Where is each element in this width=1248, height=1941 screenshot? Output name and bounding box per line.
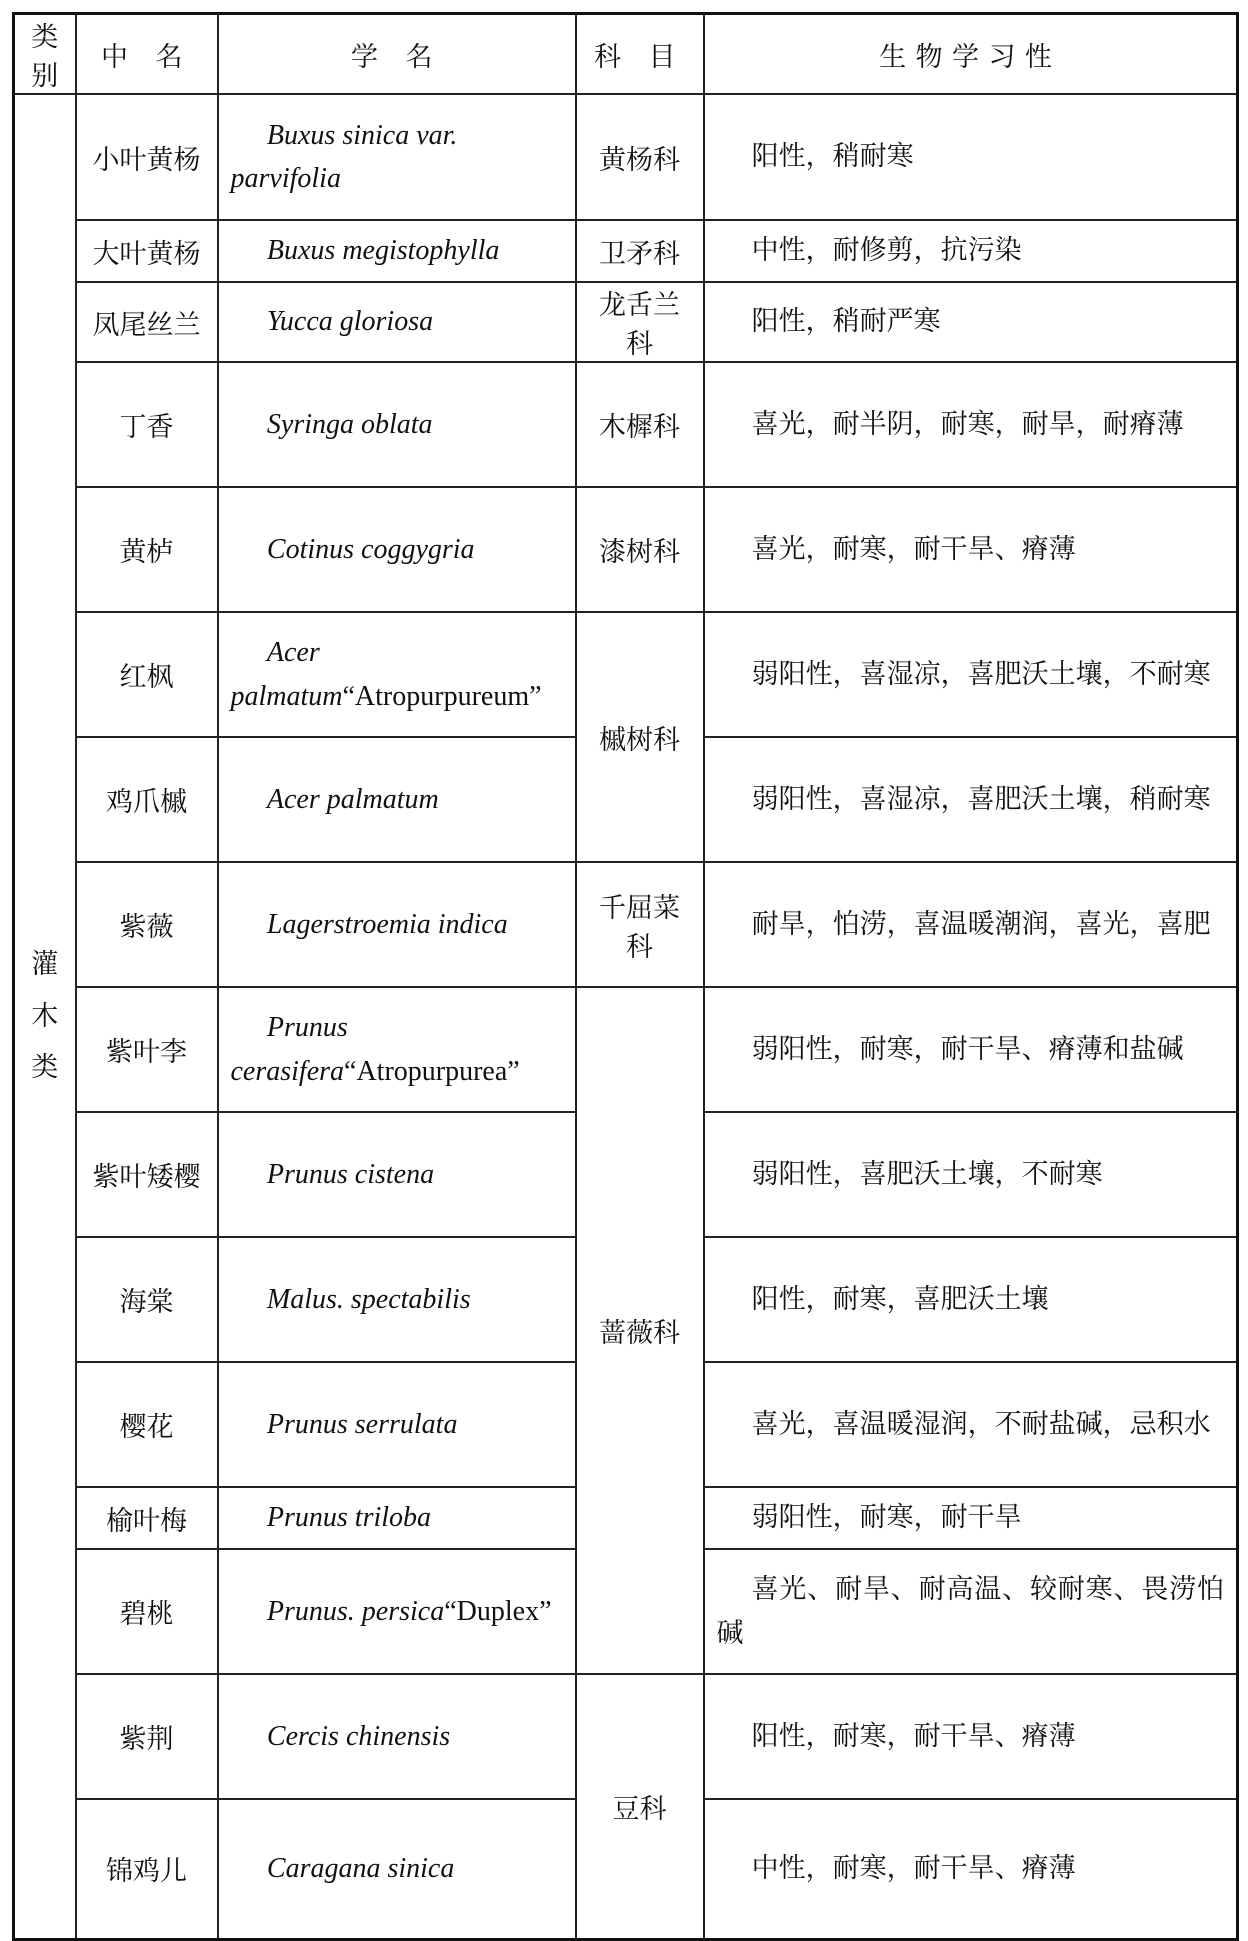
common-name-cell: 紫叶矮樱 [76,1112,218,1237]
scientific-name: Syringa oblata [266,408,433,440]
category-label: 灌木类 [31,949,59,1083]
scientific-name: Acer palmatum [230,637,343,712]
scientific-name-cell [218,220,576,282]
common-name-cell: 丁香 [76,362,218,487]
scientific-name-cell [218,612,576,737]
scientific-name: Prunus serrulata [266,1408,458,1440]
cultivar-name: “Atropurpureum” [342,680,542,712]
scientific-name-cell [218,987,576,1112]
scientific-name-cell [218,737,576,862]
habit-cell: 弱阳性，喜肥沃土壤，不耐寒 [704,1112,1238,1237]
habit-cell: 中性，耐寒，耐干旱、瘠薄 [704,1799,1238,1939]
table-row [14,987,1238,1112]
scientific-name-cell [218,1362,576,1487]
header-category: 类别 [14,14,76,95]
habit-cell: 喜光，喜温暖湿润，不耐盐碱，忌积水 [704,1362,1238,1487]
table-row [14,1674,1238,1799]
scientific-name: Caragana sinica [266,1853,455,1885]
table-row [14,282,1238,362]
habit-cell: 弱阳性，耐寒，耐干旱、瘠薄和盐碱 [704,987,1238,1112]
family-cell: 卫矛科 [576,220,704,282]
scientific-name: Lagerstroemia indica [266,908,508,940]
family-cell: 豆科 [576,1674,704,1939]
habit-cell: 阳性，耐寒，喜肥沃土壤 [704,1237,1238,1362]
common-name-cell: 碧桃 [76,1549,218,1674]
habit-cell: 弱阳性，喜湿凉，喜肥沃土壤，稍耐寒 [704,737,1238,862]
scientific-name: Prunus. persica [266,1595,445,1627]
shrub-species-table [12,12,1239,1941]
family-cell: 木樨科 [576,362,704,487]
common-name-cell: 锦鸡儿 [76,1799,218,1939]
scientific-name-cell [218,1799,576,1939]
scientific-name: Malus. spectabilis [266,1283,471,1315]
family-cell: 蔷薇科 [576,987,704,1674]
habit-cell: 阳性，稍耐严寒 [704,282,1238,362]
scientific-name-cell [218,1674,576,1799]
common-name-cell: 红枫 [76,612,218,737]
scientific-name: Acer palmatum [266,783,439,815]
category-cell [14,94,76,1939]
common-name-cell: 紫叶李 [76,987,218,1112]
common-name-cell: 鸡爪槭 [76,737,218,862]
table-header-row [14,14,1238,95]
header-habit: 生物学习性 [704,14,1238,95]
common-name-cell: 大叶黄杨 [76,220,218,282]
header-common-name: 中 名 [76,14,218,95]
scientific-name: Prunus cistena [266,1158,435,1190]
scientific-name: Prunus triloba [266,1502,432,1534]
habit-cell: 喜光，耐半阴，耐寒，耐旱，耐瘠薄 [704,362,1238,487]
scientific-name: Buxus megistophylla [266,235,500,267]
habit-cell: 耐旱，怕涝，喜温暖潮润，喜光，喜肥 [704,862,1238,987]
table-row [14,94,1238,220]
family-cell: 千屈菜科 [576,862,704,987]
scientific-name-cell [218,94,576,220]
common-name-cell: 海棠 [76,1237,218,1362]
family-cell: 漆树科 [576,487,704,612]
cultivar-name: “Atropurpurea” [344,1055,520,1087]
common-name-cell: 小叶黄杨 [76,94,218,220]
habit-cell: 弱阳性，耐寒，耐干旱 [704,1487,1238,1549]
table-row [14,487,1238,612]
scientific-name-cell [218,282,576,362]
scientific-name-cell [218,1487,576,1549]
table-row [14,220,1238,282]
header-scientific-name: 学 名 [218,14,576,95]
table-row [14,362,1238,487]
common-name-cell: 榆叶梅 [76,1487,218,1549]
scientific-name-cell [218,487,576,612]
common-name-cell: 紫荆 [76,1674,218,1799]
family-cell: 龙舌兰科 [576,282,704,362]
scientific-name-cell [218,1237,576,1362]
habit-cell: 中性，耐修剪，抗污染 [704,220,1238,282]
habit-cell: 阳性，耐寒，耐干旱、瘠薄 [704,1674,1238,1799]
scientific-name-cell [218,362,576,487]
family-cell: 槭树科 [576,612,704,862]
scientific-name-cell [218,1549,576,1674]
scientific-name: Buxus sinica var. parvifolia [230,119,458,194]
common-name-cell: 樱花 [76,1362,218,1487]
scientific-name-cell [218,1112,576,1237]
habit-cell: 喜光、耐旱、耐高温、较耐寒、畏涝怕碱 [704,1549,1238,1674]
family-cell: 黄杨科 [576,94,704,220]
habit-cell: 弱阳性，喜湿凉，喜肥沃土壤，不耐寒 [704,612,1238,737]
scientific-name: Cotinus coggygria [266,533,475,565]
table-row [14,612,1238,737]
common-name-cell: 凤尾丝兰 [76,282,218,362]
table-row [14,862,1238,987]
header-family: 科 目 [576,14,704,95]
scientific-name: Cercis chinensis [266,1720,451,1752]
scientific-name: Prunus cerasifera [230,1012,348,1087]
habit-cell: 喜光，耐寒，耐干旱、瘠薄 [704,487,1238,612]
scientific-name: Yucca gloriosa [266,306,434,338]
scientific-name-cell [218,862,576,987]
cultivar-name: “Duplex” [444,1595,552,1627]
habit-cell: 阳性，稍耐寒 [704,94,1238,220]
common-name-cell: 黄栌 [76,487,218,612]
common-name-cell: 紫薇 [76,862,218,987]
